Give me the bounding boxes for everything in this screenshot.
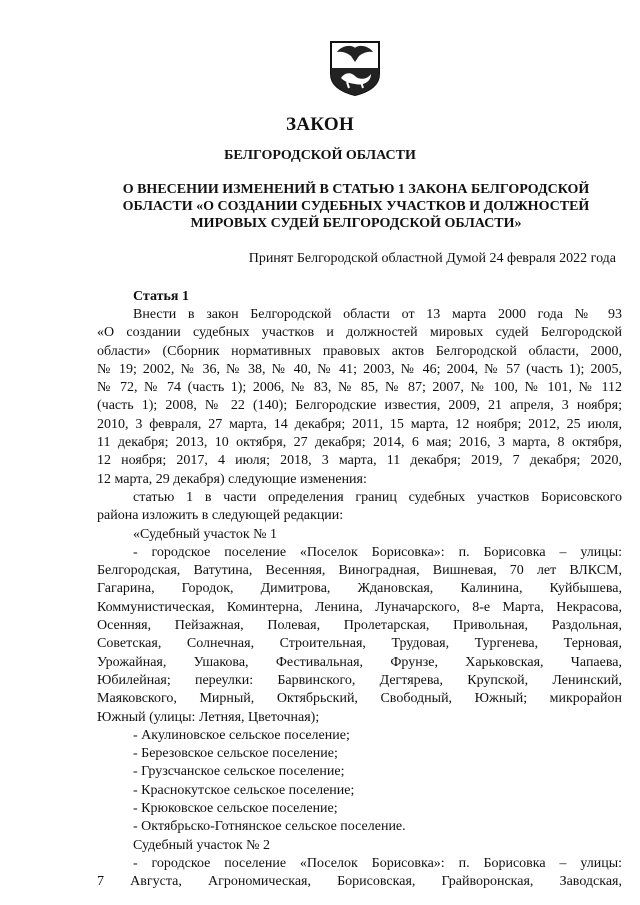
text-line: № 72, № 74 (часть 1); 2006, № 83, № 85, № 87; 2007, № 100, № 101, № 112 bbox=[97, 380, 622, 396]
text-line: № 19; 2002, № 36, № 38, № 40, № 41; 2003, № 46; 2004, № 57 (часть 1); 2005, bbox=[97, 361, 622, 377]
text-line: 11 декабря; 2013, 10 октября, 27 декабря; 2014, 6 мая; 2016, 3 марта, 8 октября, bbox=[97, 435, 622, 451]
text-line: 7 Августа, Агрономическая, Борисовская, Грайворонская, Заводская, bbox=[97, 874, 622, 890]
adoption-note: Принят Белгородской областной Думой 24 февраля 2022 года bbox=[248, 251, 616, 266]
list-item: - Крюковское сельское поселение; bbox=[133, 801, 338, 817]
text-line: Коммунистическая, Коминтерна, Ленина, Луначарского, 8-е Марта, Некрасова, bbox=[97, 599, 622, 615]
text-line: области» (Сборник нормативных правовых актов Белгородской области, 2000, bbox=[97, 343, 622, 359]
text-line: Юбилейная; переулки: Барвинского, Дегтярева, Крупской, Ленинский, bbox=[97, 672, 622, 688]
text-line: Южный (улицы: Летняя, Цветочная); bbox=[97, 709, 320, 725]
text-line: района изложить в следующей редакции: bbox=[97, 508, 344, 524]
text-line: Маяковского, Мирный, Октябрьский, Свободный, Южный; микрорайон bbox=[97, 691, 622, 707]
list-item: - Березовское сельское поселение; bbox=[133, 746, 338, 762]
text-line: «Судебный участок № 1 bbox=[133, 526, 278, 542]
text-line: статью 1 в части определения границ судебных участков Борисовского bbox=[133, 489, 622, 505]
article-body bbox=[97, 306, 622, 892]
article-heading: Статья 1 bbox=[133, 289, 189, 304]
text-line: (часть 1); 2008, № 22 (140); Белгородские известия, 2009, 21 апреля, 3 ноября; bbox=[97, 398, 622, 414]
region-title: БЕЛГОРОДСКОЙ ОБЛАСТИ bbox=[224, 148, 416, 163]
text-line: Белгородская, Ватутина, Весенняя, Виноградная, Вишневая, 70 лет ВЛКСМ, bbox=[97, 563, 622, 579]
law-name: О ВНЕСЕНИИ ИЗМЕНЕНИЙ В СТАТЬЮ 1 ЗАКОНА БЕЛГОРОДСКОЙ ОБЛАСТИ «О СОЗДАНИИ СУДЕБНЫХ УЧАСТКОВ И ДОЛЖНОСТЕЙ МИРОВЫХ СУДЕЙ БЕЛГОРОДСКОЙ ОБЛАСТИ» bbox=[122, 182, 590, 231]
text-line: Советская, Солнечная, Строительная, Трудовая, Тургенева, Терновая, bbox=[97, 636, 622, 652]
text-line: - городское поселение «Поселок Борисовка»: п. Борисовка – улицы: bbox=[133, 544, 622, 560]
text-line: - городское поселение «Поселок Борисовка»: п. Борисовка – улицы: bbox=[133, 855, 622, 871]
text-line: Урожайная, Ушакова, Фестивальная, Фрунзе, Харьковская, Чапаева, bbox=[97, 654, 622, 670]
text-line: Судебный участок № 2 bbox=[133, 837, 271, 853]
list-item: - Краснокутское сельское поселение; bbox=[133, 782, 355, 798]
text-line: 2010, 3 февраля, 27 марта, 14 декабря; 2011, 15 марта, 12 ноября; 2012, 25 июля, bbox=[97, 416, 622, 432]
list-item: - Акулиновское сельское поселение; bbox=[133, 727, 350, 743]
text-line: Осенняя, Пейзажная, Полевая, Пролетарская, Привольная, Раздольная, bbox=[97, 618, 622, 634]
text-line: Внести в закон Белгородской области от 13 марта 2000 года № 93 bbox=[133, 307, 622, 322]
text-line: «О создании судебных участков и должностей мировых судей Белгородской bbox=[97, 325, 622, 341]
list-item: - Октябрьско-Готнянское сельское поселение. bbox=[133, 819, 406, 835]
text-line: 12 марта, 29 декабря) следующие изменения: bbox=[97, 471, 367, 487]
law-title: ЗАКОН bbox=[285, 114, 355, 135]
coat-of-arms-icon bbox=[327, 38, 383, 96]
text-line: Гагарина, Городок, Димитрова, Ждановская, Калинина, Куйбышева, bbox=[97, 581, 622, 597]
list-item: - Грузсчанское сельское поселение; bbox=[133, 764, 345, 780]
text-line: 12 ноября; 2017, 4 июля; 2018, 3 марта, 11 декабря; 2019, 7 декабря; 2020, bbox=[97, 453, 622, 469]
